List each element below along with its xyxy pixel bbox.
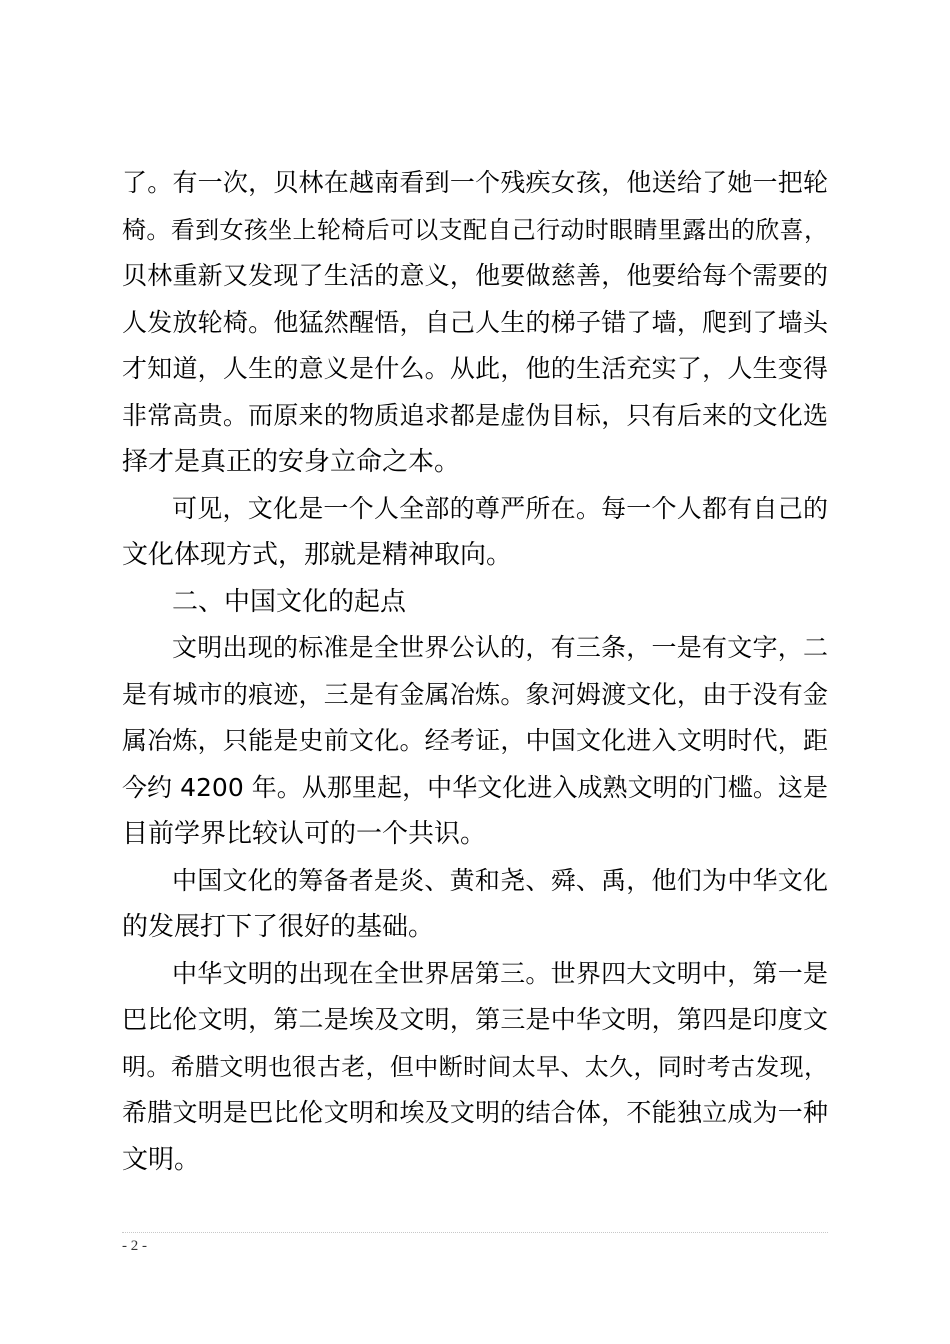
text-line: 了。有一次，贝林在越南看到一个残疾女孩，他送给了她一把轮 <box>122 168 828 197</box>
text-line: 巴比伦文明，第二是埃及文明，第三是中华文明，第四是印度文 <box>122 1005 828 1034</box>
text-line: 今约 4200 年。从那里起，中华文化进入成熟文明的门槛。这是 <box>122 772 828 802</box>
text-line: 的发展打下了很好的基础。 <box>122 912 435 942</box>
text-line: 中华文明的出现在全世界居第三。世界四大文明中，第一是 <box>172 958 828 988</box>
text-line: 贝林重新又发现了生活的意义，他要做慈善，他要给每个需要的 <box>122 261 828 290</box>
page-number: - 2 - <box>122 1238 147 1254</box>
text-line: 中国文化的筹备者是炎、黄和尧、舜、禹，他们为中华文化 <box>172 865 828 895</box>
text-line: 椅。看到女孩坐上轮椅后可以支配自己行动时眼睛里露出的欣喜， <box>122 215 828 244</box>
body-text <box>122 160 828 1183</box>
text-line: 是有城市的痕迹，三是有金属冶炼。象河姆渡文化，由于没有金 <box>122 679 828 709</box>
text-line: 属冶炼，只能是史前文化。经考证，中国文化进入文明时代，距 <box>122 726 828 755</box>
text-line: 才知道，人生的意义是什么。从此，他的生活充实了，人生变得 <box>122 354 828 383</box>
text-line: 二、中国文化的起点 <box>172 586 407 617</box>
text-line: 文化体现方式，那就是精神取向。 <box>122 540 513 570</box>
text-line: 希腊文明是巴比伦文明和埃及文明的结合体，不能独立成为一种 <box>122 1098 828 1127</box>
text-line: 人发放轮椅。他猛然醒悟，自己人生的梯子错了墙，爬到了墙头 <box>122 307 828 337</box>
text-line: 文明出现的标准是全世界公认的，有三条，一是有文字，二 <box>172 633 828 662</box>
text-line: 文明。 <box>122 1144 201 1175</box>
footer-divider <box>122 1232 828 1233</box>
text-line: 非常高贵。而原来的物质追求都是虚伪目标，只有后来的文化选 <box>122 400 828 430</box>
text-line: 目前学界比较认可的一个共识。 <box>122 819 487 849</box>
text-line: 可见，文化是一个人全部的尊严所在。每一个人都有自己的 <box>172 493 828 523</box>
text-line: 择才是真正的安身立命之本。 <box>122 447 461 477</box>
text-line: 明。希腊文明也很古老，但中断时间太早、太久，同时考古发现， <box>122 1052 828 1081</box>
